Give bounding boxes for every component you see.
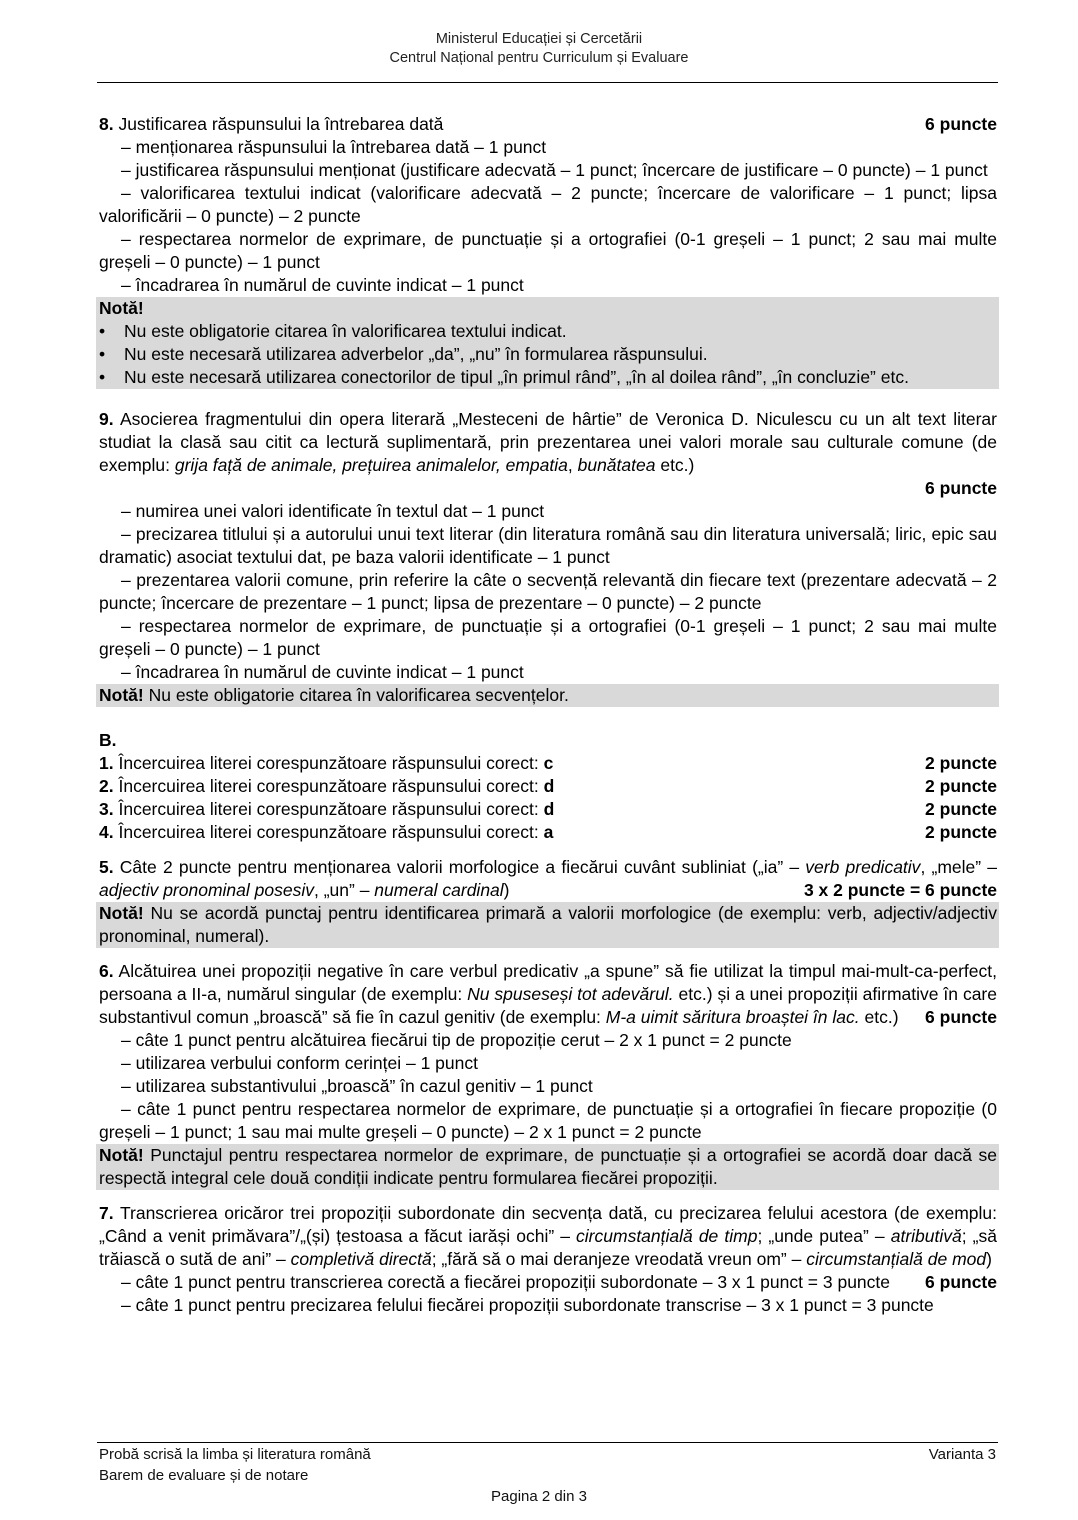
q8-note [96,297,999,389]
bullet-icon: • [99,344,106,364]
footer-divider [97,1442,998,1443]
q8-points: 6 puncte [925,114,997,134]
q5-statement: 5. Câte 2 puncte pentru menționarea valorii morfologice a fiecărui cuvânt subliniat („ia” – verb predicativ, „mele” – adjectiv pronominal posesiv, „un” – numeral cardinal) 3 x 2 puncte = 6 puncte [99,857,997,900]
q5-note: Notă! Nu se acordă punctaj pentru identificarea primară a valorii morfologice (de exemplu: verb, adjectiv/adjectiv pronominal, numeral). [96,902,999,948]
b-item: 1. Încercuirea literei corespunzătoare răspunsului corect: c 2 puncte [99,753,997,773]
q7-item: – câte 1 punct pentru precizarea felului fiecărei propoziții subordonate transcrise – 3 x 1 punct = 3 puncte [121,1295,934,1315]
q9-item: – prezentarea valorii comune, prin referire la câte o secvență relevantă din fiecare text (prezentare adecvată – 2 puncte; încercare de prezentare – 1 punct; lipsa de prezentare – 0 puncte) – 2 puncte [99,570,997,613]
q8-note-bullet: • Nu este necesară utilizarea adverbelor „da”, „nu” în formularea răspunsului. [99,344,708,364]
q8-item: – încadrarea în numărul de cuvinte indicat – 1 punct [121,275,524,295]
q6-item: – câte 1 punct pentru respectarea normelor de exprimare, de punctuație și a ortografiei în fiecare propoziție (0 greșeli – 1 punct; 1 sau mai multe greșeli – 0 puncte) – 2 x 1 punct = 2 puncte [99,1099,997,1142]
footer-page-number: Pagina 2 din 3 [491,1488,587,1505]
q8-item: – respectarea normelor de exprimare, de punctuație și a ortografiei (0-1 greșeli – 1 punct; 2 sau mai multe greșeli – 0 puncte) – 1 punct [99,229,997,272]
bullet-icon: • [99,367,106,387]
q6-item: – utilizarea verbului conform cerinței – 1 punct [121,1053,478,1073]
header-divider [97,82,998,83]
b-item: 4. Încercuirea literei corespunzătoare răspunsului corect: a 2 puncte [99,822,997,842]
footer-exam-title: Probă scrisă la limba și literatura română [99,1446,371,1463]
q6-item: – utilizarea substantivului „broască” în cazul genitiv – 1 punct [121,1076,593,1096]
q6-statement: 6. Alcătuirea unei propoziții negative în care verbul predicativ „a spune” să fie utilizat la timpul mai-mult-ca-perfect, persoana a II-a, numărul singular (de exemplu: Nu spuseseși tot adevărul. etc.) și a unei propoziții afirmative în care substantivul comun „broască” să fie în cazul genitiv (de exemplu: M-a uimit săritura broaștei în lac. etc.) 6 puncte [99,961,997,1027]
q6-points: 6 puncte [925,1007,997,1027]
section-b-label: B. [99,730,117,750]
q7-statement: 7. Transcrierea oricăror trei propoziții subordonate din secvența dată, cu precizarea felului acestora (de exemplu: „Când a venit primăvara”/„(și) țestoasa a făcut iarăși ochi” – circumstanțială de timp; „unde putea” – atributivă; „să trăiască o sută de ani” – completivă directă; „fără să o mai deranjeze vreodată vreun om” – circumstanțială de mod) 6 puncte [99,1203,997,1292]
document-body [99,113,997,1317]
b-item: 2. Încercuirea literei corespunzătoare răspunsului corect: d 2 puncte [99,776,997,796]
q9-statement: 9. Asocierea fragmentului din opera literară „Mesteceni de hârtie” de Veronica D. Niculescu cu un alt text literar studiat la clasă sau citit ca lectură suplimentară, prin prezentarea unei valori morale sau culturale comune (de exemplu: grija față de animale, prețuirea animalelor, empatia, bunătatea etc.) [99,409,997,475]
footer-variant: Varianta 3 [928,1446,996,1463]
q8-note-bullet: • Nu este necesară utilizarea conectorilor de tipul „în primul rând”, „în al doilea rând”, „în concluzie” etc. [99,367,909,387]
q6-note: Notă! Punctajul pentru respectarea normelor de exprimare, de punctuație și a ortografiei se acordă doar dacă se respectă integral cele două condiții indicate pentru formularea fiecărei propoziții. [96,1144,999,1190]
q9-item: – respectarea normelor de exprimare, de punctuație și a ortografiei (0-1 greșeli – 1 punct; 2 sau mai multe greșeli – 0 puncte) – 1 punct [99,616,997,659]
q8-item: – menționarea răspunsului la întrebarea dată – 1 punct [121,137,547,157]
bullet-icon: • [99,321,106,341]
q9-item: – numirea unei valori identificate în textul dat – 1 punct [121,501,545,521]
q9-item: – precizarea titlului și a autorului unui text literar (din literatura română sau din literatura universală; liric, epic sau dramatic) asociat textului dat, pe baza valorii identificate – 1 punct [99,524,997,567]
q7-item: – câte 1 punct pentru transcrierea corectă a fiecărei propoziții subordonate – 3 x 1 punct = 3 puncte [121,1272,891,1292]
q8-title: Justificarea răspunsului la întrebarea dată [118,114,444,134]
b-item: 3. Încercuirea literei corespunzătoare răspunsului corect: d 2 puncte [99,799,997,819]
q9-points: 6 puncte [925,478,997,498]
q7-points: 6 puncte [925,1272,997,1292]
q8-item: – justificarea răspunsului menționat (justificare adecvată – 1 punct; încercare de justificare – 0 puncte) – 1 punct [121,160,988,180]
header-center: Centrul Național pentru Curriculum și Evaluare [389,50,689,66]
q8-heading [99,113,997,136]
q9-item: – încadrarea în numărul de cuvinte indicat – 1 punct [121,662,524,682]
q9-note: Notă! Nu este obligatorie citarea în valorificarea secvențelor. [96,684,999,707]
q6-item: – câte 1 punct pentru alcătuirea fiecărui tip de propoziție cerut – 2 x 1 punct = 2 puncte [121,1030,792,1050]
q5-points: 3 x 2 puncte = 6 puncte [803,880,997,900]
q8-item: – valorificarea textului indicat (valorificare adecvată – 2 puncte; încercare de valorificare – 1 punct; lipsa valorificării – 0 puncte) – 2 puncte [99,183,997,226]
q8-note-label: Notă! [99,298,144,318]
q8-number: 8. [99,114,114,134]
footer-doc-type: Barem de evaluare și de notare [99,1467,309,1484]
header-ministry: Ministerul Educației și Cercetării [435,31,643,47]
q8-note-bullet: • Nu este obligatorie citarea în valorificarea textului indicat. [99,321,567,341]
